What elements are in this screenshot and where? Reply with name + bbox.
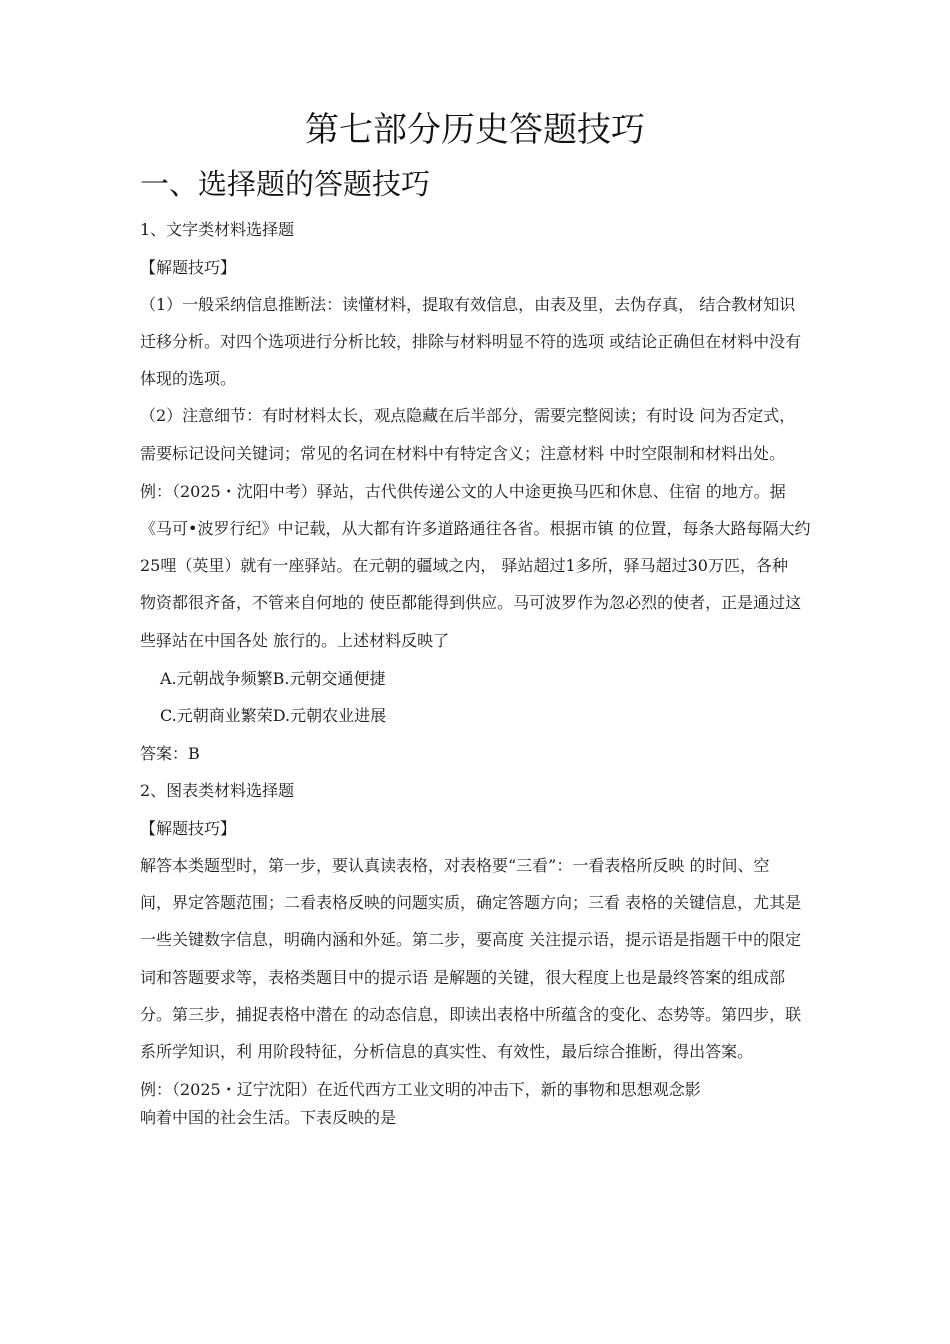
paragraph-line: 间，界定答题范围；二看表格反映的问题实质，确定答题方向；三看 表格的关键信息，尤其是 bbox=[140, 893, 802, 912]
option-line: C.元朝商业繁荣D.元朝农业进展 bbox=[160, 706, 387, 725]
section-heading: 一、选择题的答题技巧 bbox=[140, 167, 431, 201]
paragraph-line: 一些关键数字信息，明确内涵和外延。第二步，要高度 关注提示语，提示语是指题干中的限定 bbox=[140, 930, 802, 949]
paragraph-line: 迁移分析。对四个选项进行分析比较，排除与材料明显不符的选项 或结论正确但在材料中没有 bbox=[140, 332, 802, 351]
subsection-heading: 2、图表类材料选择题 bbox=[140, 781, 295, 800]
answer-line: 答案：B bbox=[140, 744, 200, 763]
paragraph-line: 词和答题要求等，表格类题目中的提示语 是解题的关键，很大程度上也是最终答案的组成部 bbox=[140, 968, 786, 987]
paragraph-line: （1）一般采纳信息推断法：读懂材料，提取有效信息，由表及里，去伪存真， 结合教材知识 bbox=[140, 295, 796, 314]
example-line: 响着中国的社会生活。下表反映的是 bbox=[140, 1108, 397, 1127]
subsection-heading: 1、文字类材料选择题 bbox=[140, 220, 295, 239]
paragraph-line: 体现的选项。 bbox=[140, 369, 237, 388]
tip-label: 【解题技巧】 bbox=[140, 258, 237, 277]
paragraph-line: 系所学知识，利 用阶段特征，分析信息的真实性、有效性，最后综合推断，得出答案。 bbox=[140, 1042, 754, 1061]
tip-label: 【解题技巧】 bbox=[140, 819, 237, 838]
example-line: 些驿站在中国各处 旅行的。上述材料反映了 bbox=[140, 631, 450, 650]
example-line: 《马可•波罗行纪》中记载，从大都有许多道路通往各省。根据市镇 的位置，每条大路每隔大约 bbox=[140, 519, 811, 538]
option-line: A.元朝战争频繁B.元朝交通便捷 bbox=[160, 669, 386, 688]
example-line: 例：（2025・辽宁沈阳）在近代西方工业文明的冲击下，新的事物和思想观念影 bbox=[140, 1080, 701, 1099]
example-line: 物资都很齐备，不管来自何地的 使臣都能得到供应。马可波罗作为忽必烈的使者，正是通过这 bbox=[140, 593, 802, 612]
document-title: 第七部分历史答题技巧 bbox=[305, 110, 645, 150]
paragraph-line: 分。第三步，捕捉表格中潜在 的动态信息，即读出表格中所蕴含的变化、态势等。第四步，联 bbox=[140, 1005, 802, 1024]
paragraph-line: 解答本类题型时，第一步，要认真读表格，对表格要“三看”：一看表格所反映 的时间、空 bbox=[140, 856, 770, 875]
example-line: 例：（2025・沈阳中考）驿站，古代供传递公文的人中途更换马匹和休息、住宿 的地方。据 bbox=[140, 482, 786, 501]
paragraph-line: （2）注意细节：有时材料太长，观点隐藏在后半部分，需要完整阅读；有时设 问为否定式， bbox=[140, 406, 796, 425]
example-line: 25哩（英里）就有一座驿站。在元朝的疆域之内， 驿站超过1多所，驿马超过30万匹，各种 bbox=[140, 556, 788, 575]
paragraph-line: 需要标记设问关键词；常见的名词在材料中有特定含义；注意材料 中时空限制和材料出处。 bbox=[140, 444, 786, 463]
